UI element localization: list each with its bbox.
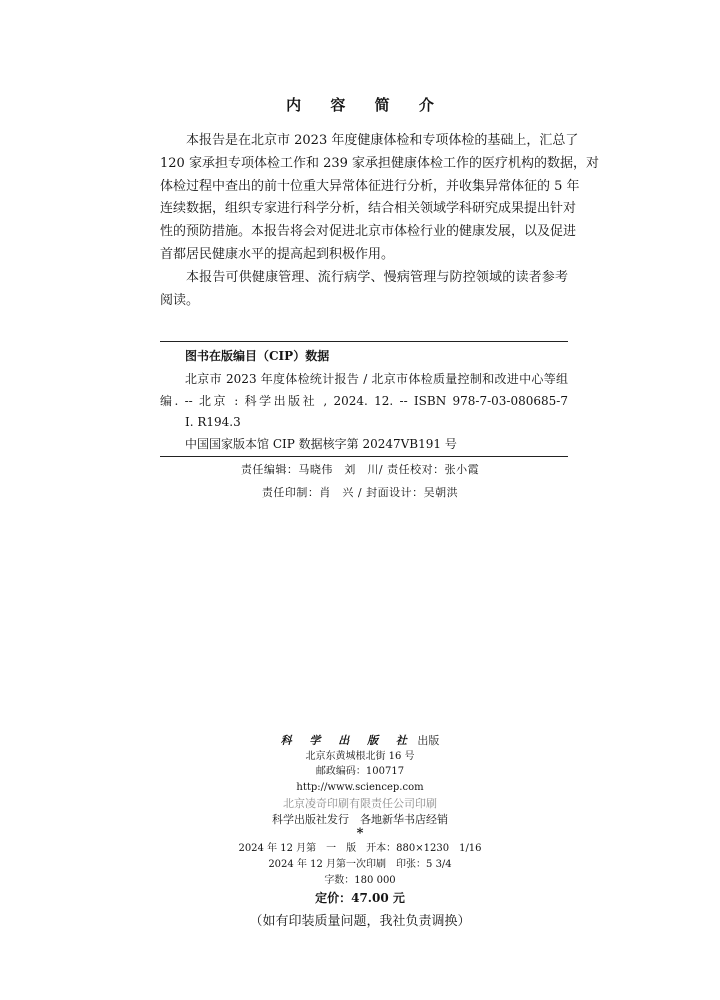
separator-star: * — [356, 826, 364, 842]
quality-notice: （如有印装质量问题，我社负责调换） — [249, 914, 471, 929]
summary-paragraph — [160, 130, 600, 267]
price: 定价：47.00 元 — [315, 891, 405, 906]
summary-line: 本报告是在北京市 2023 年度健康体检和专项体检的基础上，汇总了 — [186, 133, 579, 148]
summary-line: 首都居民健康水平的提高起到积极作用。 — [160, 246, 395, 262]
publisher-logo: 科 学 出 版 社 — [280, 734, 414, 747]
postcode: 邮政编码：100717 — [315, 766, 405, 778]
cip-line: Ⅰ. R194.3 — [185, 415, 241, 429]
edition-line: 2024 年 12 月第 一 版 开本：880×1230 1/16 — [238, 843, 482, 855]
publisher-suffix: 出版 — [417, 734, 440, 747]
printing-line: 2024 年 12 月第一次印刷 印张：5 3/4 — [268, 858, 452, 870]
publisher-address: 北京东黄城根北街 16 号 — [305, 750, 415, 762]
publisher-line — [0, 733, 720, 749]
distribution-line: 科学出版社发行 各地新华书店经销 — [272, 812, 448, 826]
cip-heading: 图书在版编目（CIP）数据 — [185, 349, 330, 363]
summary-line: 阅读。 — [160, 292, 200, 308]
cip-top-divider — [160, 341, 568, 342]
cip-line: 中国国家版本馆 CIP 数据核字第 20247VB191 号 — [185, 436, 457, 451]
summary-paragraph — [160, 267, 568, 313]
production-credits: 责任印制：肖 兴 / 封面设计：吴朝洪 — [261, 486, 459, 499]
cip-bottom-divider — [160, 456, 568, 457]
imprint-block — [0, 733, 720, 907]
summary-line: 连续数据，组织专家进行科学分析，结合相关领域学科研究成果提出针对 — [160, 201, 577, 217]
summary-section — [160, 130, 600, 312]
page-title: 内 容 简 介 — [286, 96, 446, 114]
website-link: http://www.sciencep.com — [296, 782, 424, 794]
cip-block — [160, 369, 568, 455]
cip-line: 编. -- 北京 : 科学出版社 , 2024. 12. -- ISBN 978-7-03-080685-7 — [160, 393, 568, 408]
summary-line: 120 家承担专项体检工作和 239 家承担健康体检工作的医疗机构的数据，对 — [160, 155, 600, 171]
summary-line: 性的预防措施。本报告将会对促进北京市体检行业的健康发展，以及促进 — [160, 224, 577, 240]
summary-line: 体检过程中查出的前十位重大异常体征进行分析，并收集异常体征的 5 年 — [160, 178, 580, 194]
summary-line: 本报告可供健康管理、流行病学、慢病管理与防控领域的读者参考 — [186, 269, 568, 285]
editor-credits: 责任编辑：马晓伟 刘 川/ 责任校对：张小霞 — [240, 463, 480, 476]
word-count: 字数：180 000 — [324, 874, 396, 886]
printer-line: 北京凌奇印刷有限责任公司印刷 — [283, 796, 437, 810]
cip-line: 北京市 2023 年度体检统计报告 / 北京市体检质量控制和改进中心等组 — [185, 372, 568, 386]
credits-block — [0, 458, 720, 504]
